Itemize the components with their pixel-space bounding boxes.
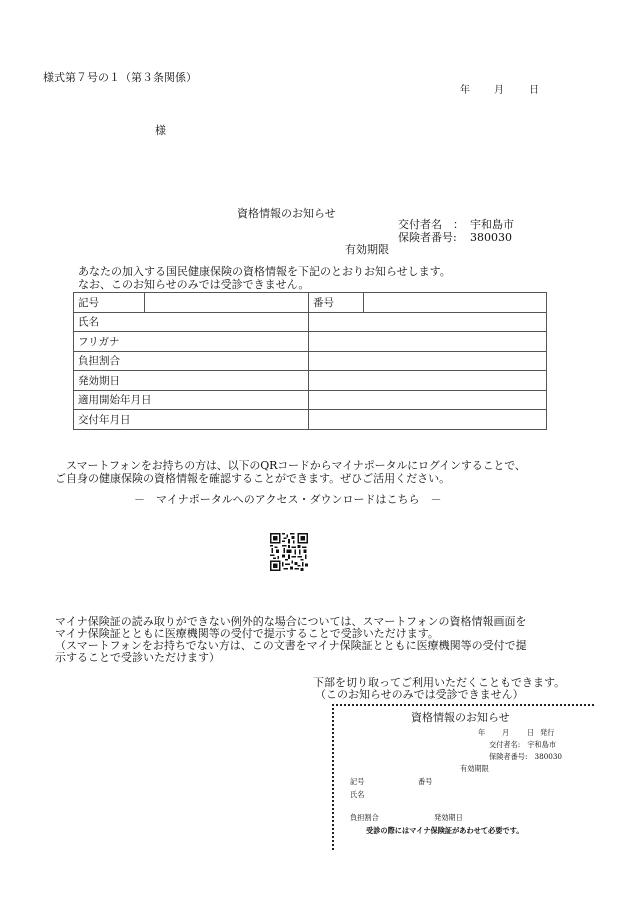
notice-title: 資格情報のお知らせ <box>237 207 336 220</box>
issuer-value: 宇和島市 <box>470 218 514 231</box>
card-effective: 発効期日 <box>434 813 463 822</box>
symbol-value <box>145 293 309 313</box>
row-label-name: 氏名 <box>74 312 309 332</box>
intro-line-2: なお、このお知らせのみでは受診できません。 <box>78 278 310 291</box>
row-value-start-date <box>309 390 547 410</box>
exception-line-2: マイナ保険証とともに医療機関等の受付で提示することで受診いただけます。 <box>55 627 439 640</box>
table-row <box>74 332 547 352</box>
date-month: 月 <box>494 85 504 96</box>
row-value-name <box>309 312 547 332</box>
row-value-furigana <box>309 332 547 352</box>
smartphone-line-1: スマートフォンをお持ちの方は、以下のQRコードからマイナポータルにログインすることで、 <box>66 459 526 472</box>
card-year: 年 <box>478 728 486 737</box>
card-day: 日 <box>527 728 535 737</box>
row-value-burden <box>309 351 547 371</box>
exception-line-1: マイナ保険証の読み取りができない例外的な場合については、スマートフォンの資格情報画面を <box>55 615 527 628</box>
card-insurer-number: 保険者番号: 380030 <box>489 752 562 761</box>
eligibility-table <box>73 292 547 430</box>
table-row <box>74 390 547 410</box>
table-row <box>74 410 547 430</box>
cutout-intro-line-2: （このお知らせのみでは受診できません） <box>315 688 524 701</box>
issuer-separator: ： <box>453 218 464 231</box>
table-row <box>74 293 547 313</box>
mynaportal-link-text[interactable]: － マイナポータルへのアクセス・ダウンロードはこちら － <box>134 493 442 506</box>
validity-label: 有効期限 <box>345 243 389 256</box>
cutout-intro-line-1: 下部を切り取ってご利用いただくこともできます。 <box>313 676 566 689</box>
addressee-suffix: 様 <box>155 124 166 137</box>
card-burden: 負担割合 <box>350 813 379 822</box>
card-issued: 発行 <box>540 728 555 737</box>
date-day: 日 <box>529 85 539 96</box>
table-row <box>74 371 547 391</box>
card-note: 受診の際にはマイナ保険証があわせて必要です。 <box>366 826 524 835</box>
table-row <box>74 312 547 332</box>
card-name: 氏名 <box>350 790 365 799</box>
card-validity: 有効期限 <box>460 764 489 773</box>
exception-line-3: （スマートフォンをお持ちでない方は、この文書をマイナ保険証とともに医療機関等の受付で提 <box>55 639 527 652</box>
date-year: 年 <box>460 85 470 96</box>
number-value <box>364 293 547 313</box>
intro-line-1: あなたの加入する国民健康保険の資格情報を下記のとおりお知らせします。 <box>78 265 451 278</box>
row-value-issue-date <box>309 410 547 430</box>
card-title: 資格情報のお知らせ <box>411 711 510 724</box>
row-label-burden: 負担割合 <box>74 351 309 371</box>
card-issuer: 交付者名: 宇和島市 <box>489 740 557 749</box>
issuer-label: 交付者名 <box>398 218 442 231</box>
exception-line-4: 示することで受診いただけます） <box>55 651 220 664</box>
card-month: 月 <box>502 728 510 737</box>
insurer-number-label: 保険者番号: <box>398 231 457 244</box>
smartphone-line-2: ご自身の健康保険の資格情報を確認することができます。ぜひご活用ください。 <box>55 472 451 485</box>
insurer-number-value: 380030 <box>470 231 512 244</box>
card-number: 番号 <box>418 777 433 786</box>
table-row <box>74 351 547 371</box>
card-symbol: 記号 <box>350 777 365 786</box>
row-label-furigana: フリガナ <box>74 332 309 352</box>
qr-code-icon[interactable] <box>270 533 308 571</box>
row-label-issue-date: 交付年月日 <box>74 410 309 430</box>
row-value-effective-date <box>309 371 547 391</box>
number-label: 番号 <box>309 293 364 313</box>
row-label-start-date: 適用開始年月日 <box>74 390 309 410</box>
symbol-label: 記号 <box>74 293 145 313</box>
form-number: 様式第７号の１（第３条関係） <box>43 71 197 84</box>
row-label-effective-date: 発効期日 <box>74 371 309 391</box>
